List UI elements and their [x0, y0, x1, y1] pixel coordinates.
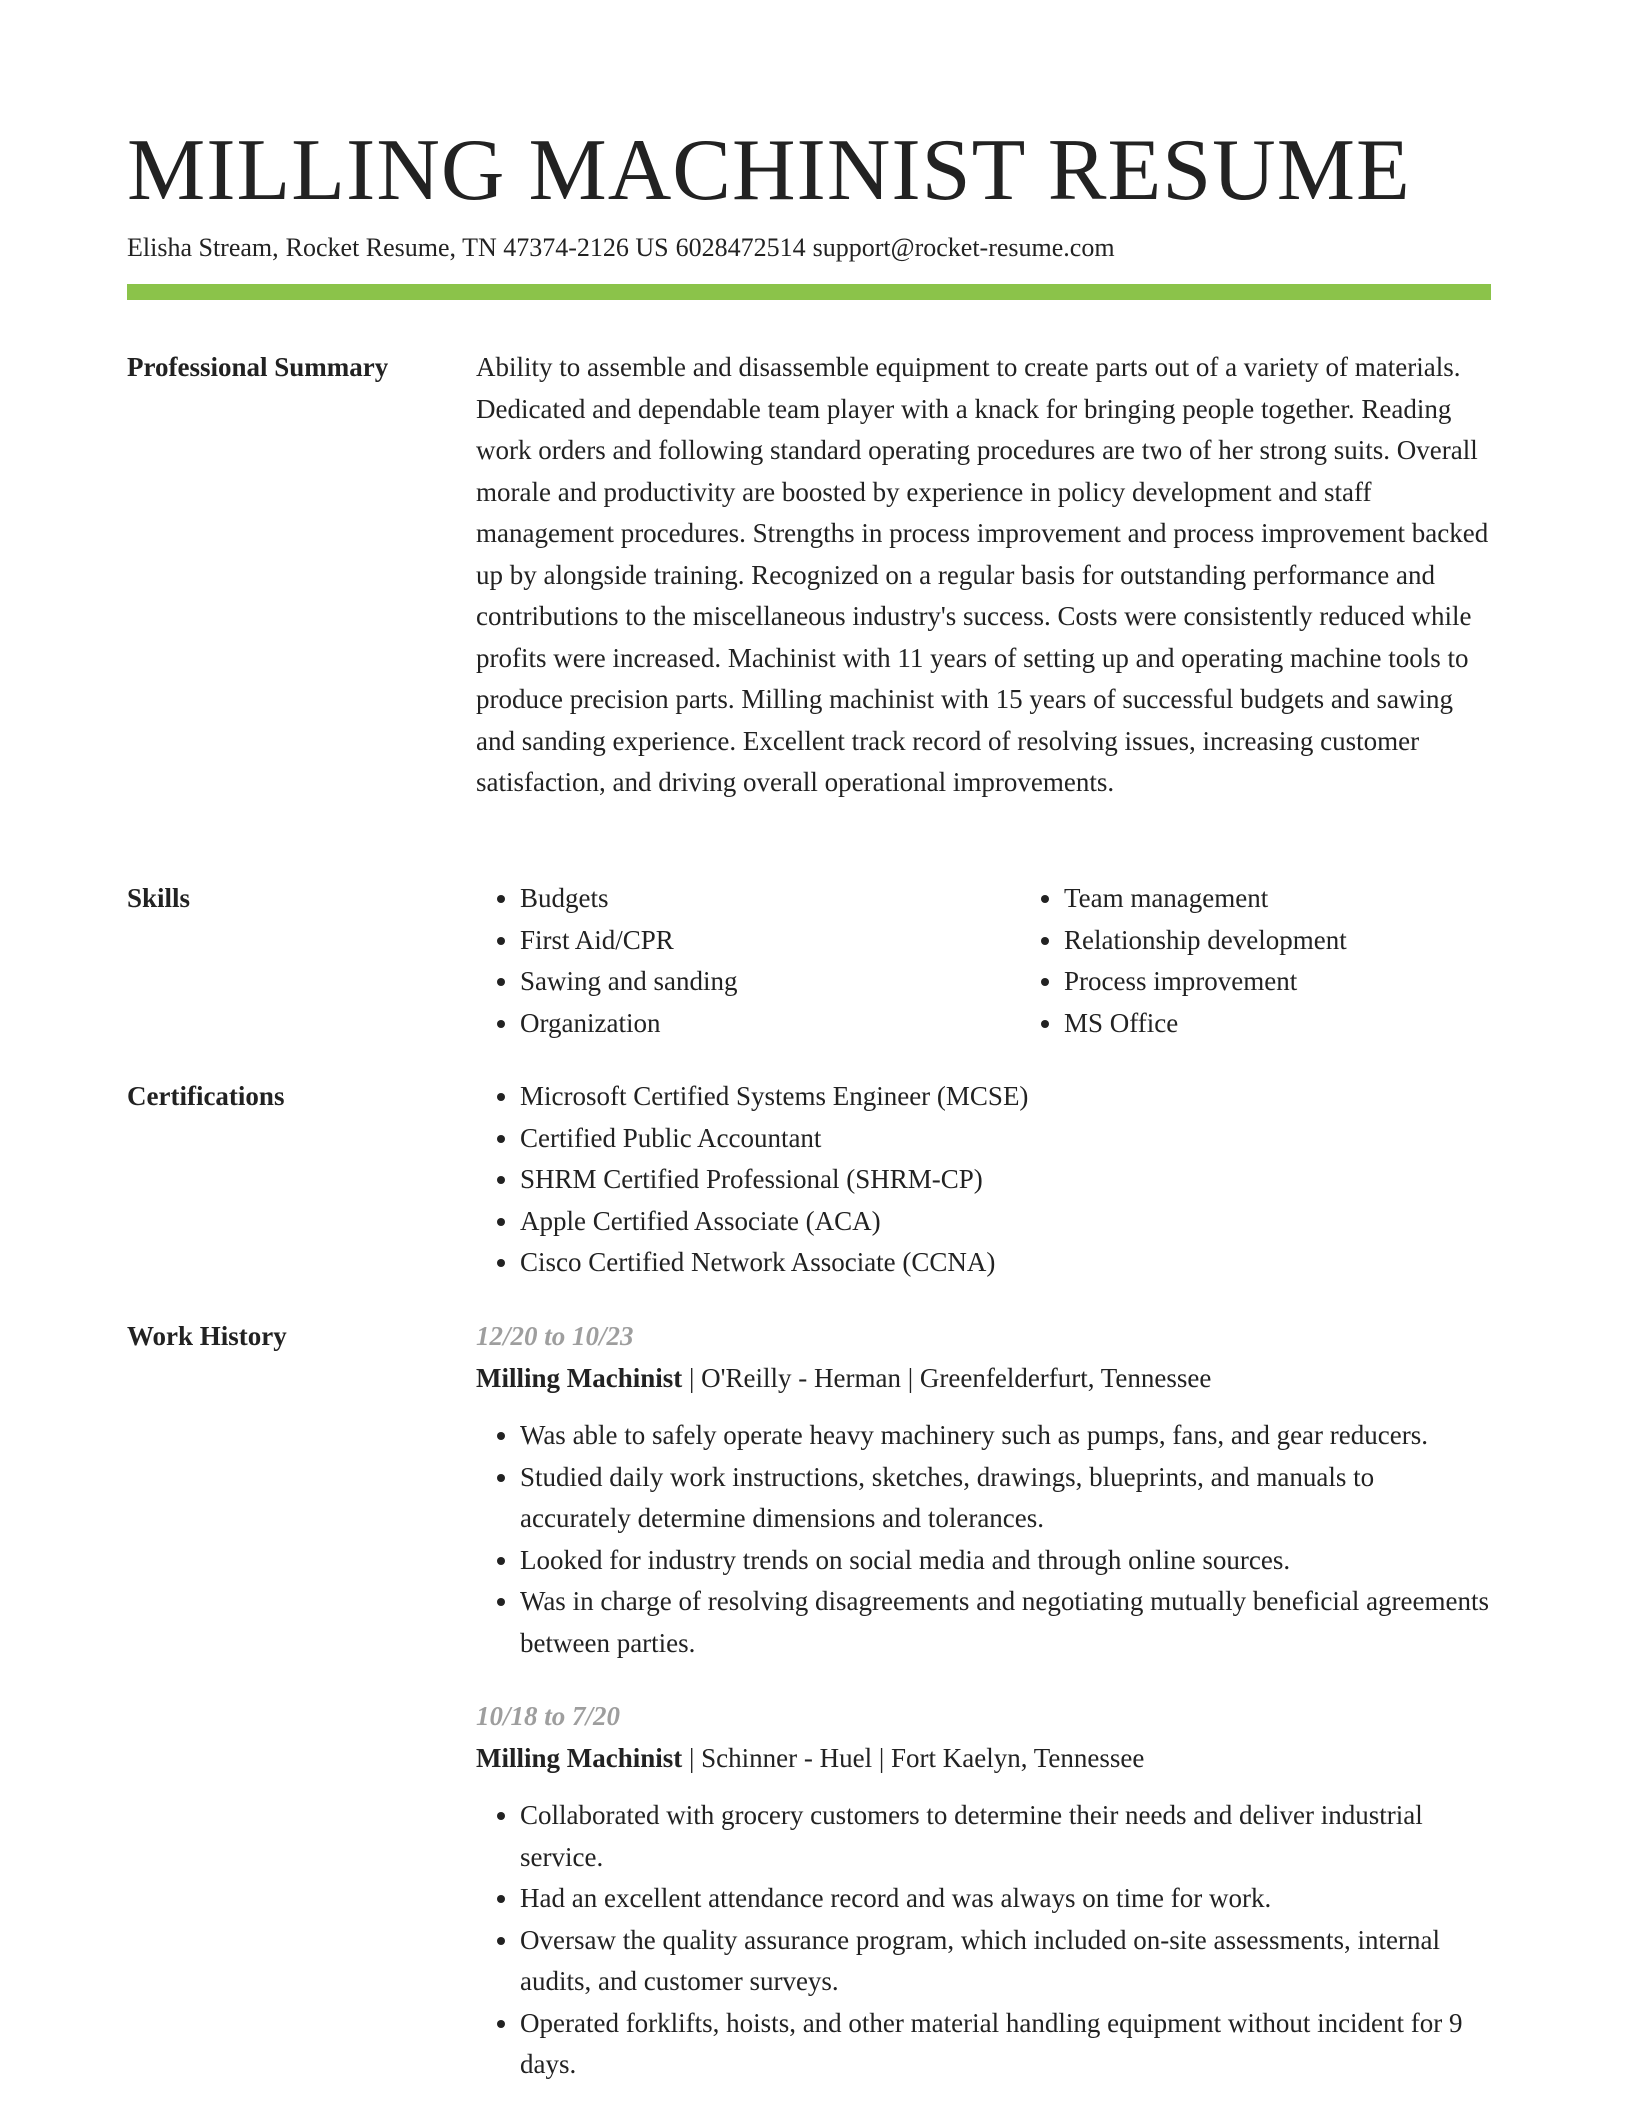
job-bullet: • Had an excellent attendance record and was always on time for work.: [520, 1878, 1491, 1920]
job-bullet: • Was able to safely operate heavy machinery such as pumps, fans, and gear reducers.: [520, 1415, 1491, 1457]
job-heading: [476, 1738, 1491, 1780]
job-entry: [476, 1696, 1491, 2086]
contact-name: Elisha Stream,: [127, 233, 279, 262]
skill-item: • Team management: [1064, 878, 1564, 920]
certifications-list: [476, 1076, 1491, 1284]
skill-item: • Sawing and sanding: [520, 961, 1020, 1003]
job-dates: 10/18 to 7/20: [476, 1701, 621, 1731]
work-history-label: Work History: [127, 1321, 287, 1351]
certification-item: • Certified Public Accountant: [520, 1118, 1491, 1160]
job-title: Milling Machinist: [476, 1742, 683, 1773]
skill-item: • Process improvement: [1064, 961, 1564, 1003]
job-details: | O'Reilly - Herman | Greenfelderfurt, Tennessee: [682, 1362, 1212, 1393]
skill-item: • Budgets: [520, 878, 1020, 920]
job-bullet: • Looked for industry trends on social media and through online sources.: [520, 1540, 1491, 1582]
skills-body: [476, 878, 1491, 1044]
job-entry: [476, 1316, 1491, 1664]
skill-item: • MS Office: [1064, 1003, 1564, 1045]
skill-item: • First Aid/CPR: [520, 920, 1020, 962]
work-history-body: [476, 1316, 1491, 2086]
contact-phone: 6028472514: [675, 233, 806, 262]
certification-item: • Apple Certified Associate (ACA): [520, 1201, 1491, 1243]
summary-text: Ability to assemble and disassemble equipment to create parts out of a variety of materials. Dedicated and dependable team player with a knack for bringing people together. Reading work orders and following standard operating procedures are two of her strong suits. Overall morale and productivity are boosted by experience in policy development and staff management procedures. Strengths in process improvement and process improvement backed up by alongside training. Recognized on a regular basis for outstanding performance and contributions to the miscellaneous industry's success. Costs were consistently reduced while profits were increased. Machinist with 11 years of setting up and operating machine tools to produce precision parts. Milling machinist with 15 years of successful budgets and sawing and sanding experience. Excellent track record of resolving issues, increasing customer satisfaction, and driving overall operational improvements.: [476, 352, 1489, 797]
certification-item: • Microsoft Certified Systems Engineer (MCSE): [520, 1076, 1491, 1118]
job-bullets: [476, 1795, 1491, 2086]
skills-label: Skills: [127, 883, 191, 913]
skill-item: • Relationship development: [1064, 920, 1564, 962]
header-divider: [127, 284, 1491, 300]
contact-email: support@rocket-resume.com: [812, 233, 1115, 262]
certifications-body: [476, 1076, 1491, 1284]
skill-item: • Organization: [520, 1003, 1020, 1045]
job-bullet: • Operated forklifts, hoists, and other material handling equipment without incident for 9 days.: [520, 2003, 1491, 2086]
job-details: | Schinner - Huel | Fort Kaelyn, Tennessee: [682, 1742, 1145, 1773]
contact-address: Rocket Resume, TN 47374-2126 US: [285, 233, 669, 262]
certifications-label: Certifications: [127, 1081, 285, 1111]
summary-label: Professional Summary: [127, 352, 389, 382]
resume-title: MILLING MACHINIST RESUME: [127, 122, 1411, 219]
certification-item: • SHRM Certified Professional (SHRM-CP): [520, 1159, 1491, 1201]
skills-list-right: [1020, 878, 1564, 1044]
job-bullet: • Collaborated with grocery customers to determine their needs and deliver industrial service.: [520, 1795, 1491, 1878]
job-bullet: • Oversaw the quality assurance program, which included on-site assessments, internal audits, and customer surveys.: [520, 1920, 1491, 2003]
skills-list-left: [476, 878, 1020, 1044]
job-bullet: • Was in charge of resolving disagreements and negotiating mutually beneficial agreements between parties.: [520, 1581, 1491, 1664]
job-heading: [476, 1358, 1491, 1400]
job-bullet: • Studied daily work instructions, sketches, drawings, blueprints, and manuals to accurately determine dimensions and tolerances.: [520, 1457, 1491, 1540]
job-dates: 12/20 to 10/23: [476, 1321, 634, 1351]
certification-item: • Cisco Certified Network Associate (CCNA): [520, 1242, 1491, 1284]
job-title: Milling Machinist: [476, 1362, 683, 1393]
job-bullets: [476, 1415, 1491, 1664]
contact-line: [127, 231, 1122, 265]
summary-body: [476, 347, 1491, 804]
